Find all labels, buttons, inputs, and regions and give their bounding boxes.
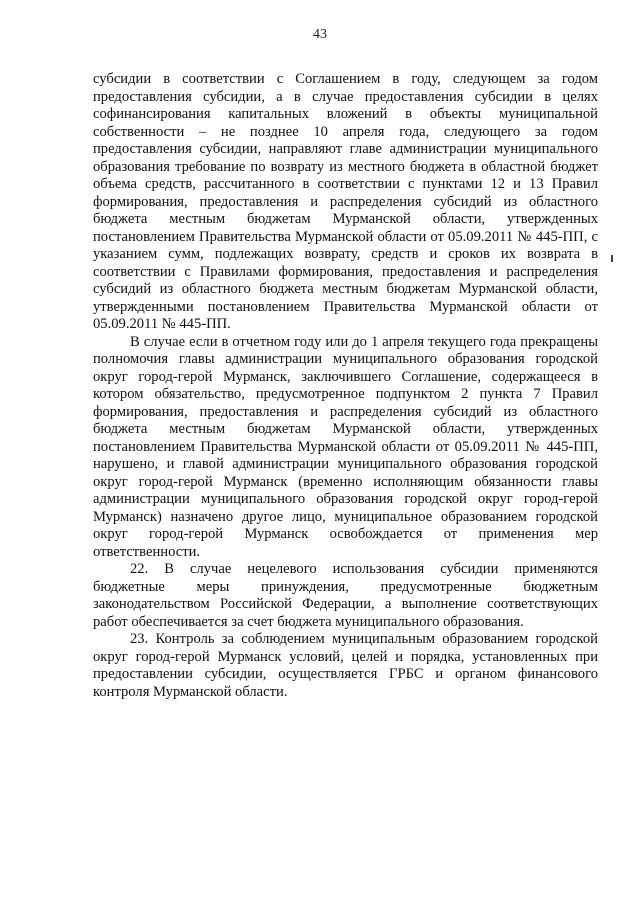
paragraph-continuation: субсидии в соответствии с Соглашением в году, следующем за годом предоставления субсидии, а в случае предоставления субсидии в целях софинансирования капитальных вложений в объекты муниципальной собственности – не позднее 10 апреля года, следующего за годом предоставления субсидии, направляют главе администрации муниципального образования требование по возврату из местного бюджета в областной бюджет объема средств, рассчитанного в соответствии с пунктами 12 и 13 Правил формирования, предоставления и распределения субсидий из областного бюджета местным бюджетам Мурманской области, утвержденных постановлением Правительства Мурманской области от 05.09.2011 № 445-ПП, с указанием сумм, подлежащих возврату, средств и сроков их возврата в соответствии с Правилами формирования, предоставления и распределения субсидий из областного бюджета местным бюджетам Мурманской области, утвержденными постановлением Правительства Мурманской области от 05.09.2011 № 445-ПП. xyxy=(93,71,598,332)
paragraph-23: 23. Контроль за соблюдением муниципальным образованием городской округ город-герой Мурманск условий, целей и порядка, установленных при предоставлении субсидии, осуществляется ГРБС и органом финансового контроля Мурманской области. xyxy=(93,631,598,700)
paragraph-22: 22. В случае нецелевого использования субсидии применяются бюджетные меры принуждения, предусмотренные бюджетным законодательством Российской Федерации, а выполнение соответствующих работ обеспечивается за счет бюджета муниципального образования. xyxy=(93,561,598,630)
page-number: 43 xyxy=(313,27,327,42)
paragraph-authority-termination: В случае если в отчетном году или до 1 апреля текущего года прекращены полномочия главы администрации муниципального образования городской округ город-герой Мурманск, заключившего Соглашение, содержащееся в котором обязательство, предусмотренное подпунктом 2 пункта 7 Правил формирования, предоставления и распределения субсидий из областного бюджета местным бюджетам Мурманской области, утвержденных постановлением Правительства Мурманской области от 05.09.2011 № 445-ПП, нарушено, и главой администрации муниципального образования городской округ город-герой Мурманск (временно исполняющим обязанности главы администрации муниципального образования городской округ город-герой Мурманск) назначено другое лицо, муниципальное образованием городской округ город-герой Мурманск освобождается от применения мер ответственности. xyxy=(93,333,598,560)
document-body xyxy=(93,71,598,701)
scan-artifact-mark xyxy=(611,255,613,262)
